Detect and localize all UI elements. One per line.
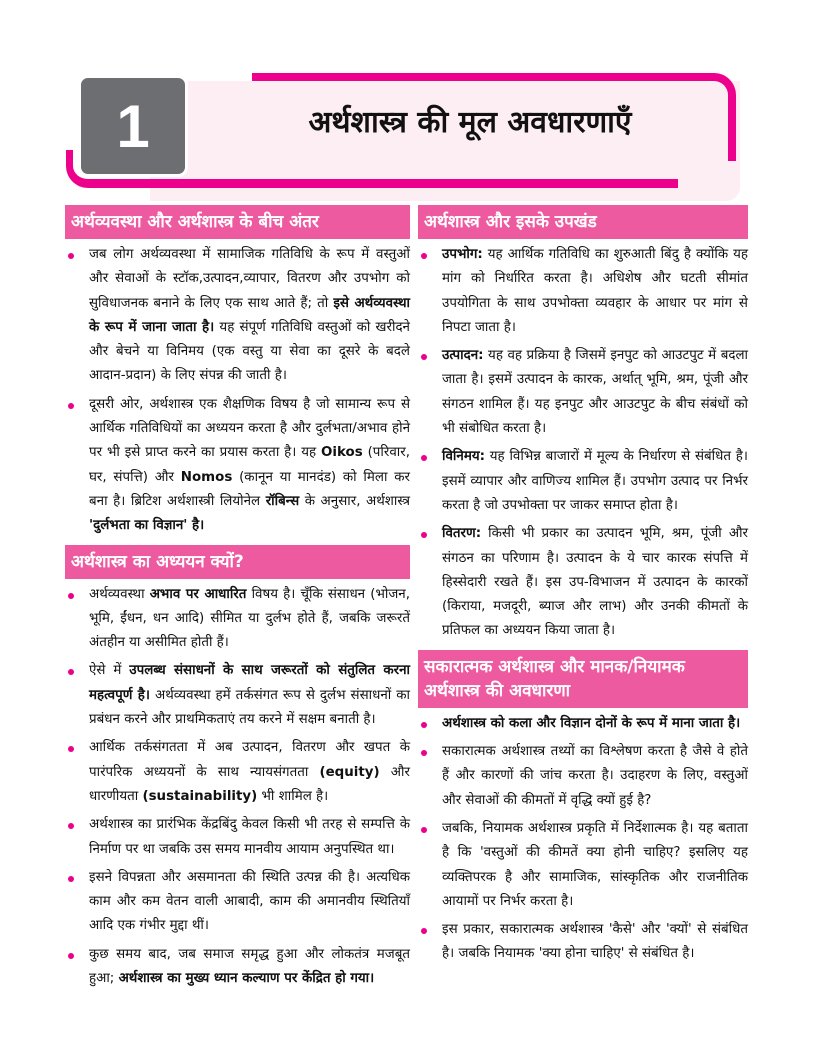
list-item [418,918,748,967]
body-text: जब लोग अर्थव्यवस्था में सामाजिक गतिविधि के रूप में वस्तुओं और सेवाओं के स्टॉक,उत्पादन,व्यापार, वितरण और उपभोग को सुविधाजनक बनाने के लिए एक साथ आते हैं; तो [89,247,410,311]
body-text: यह आर्थिक गतिविधि का शुरुआती बिंदु है क्योंकि यह मांग को निर्धारित करता है। अधिशेष और घटती सीमांत उपयोगिता के साथ उपभोक्ता व्यवहार के आधार पर मांग से निपटा जाता है। [442,247,748,335]
body-text: किसी भी प्रकार का उत्पादन भूमि, श्रम, पूंजी और संगठन का परिणाम है। उत्पादन के ये चार कारक संपत्ति में हिस्सेदारी रखते हैं। इस उप-विभाजन में उत्पादन के कारकों (किराया, मजदूरी, ब्याज और लाभ) और उनकी कीमतों के प्रतिफल का अध्ययन किया जाता है। [442,526,748,639]
bullet-icon [68,253,74,259]
body-text: इसने विपन्नता और असमानता की स्थिति उत्पन्न की है। अत्यधिक काम और कम वेतन वाली आबादी, काम की अमानवीय स्थितियाँ आदि एक गंभीर मुद्दा थीं। [89,869,410,934]
bold-text: रॉबिन्स [265,493,300,509]
body-text: यह विभिन्न बाजारों में मूल्य के निर्धारण से संबंधित है। इसमें व्यापार और वाणिज्य शामिल हैं। उपभोग उत्पाद पर निर्भर करता है जो उपभोक्ता पर जाकर समाप्त होता है। [442,449,748,513]
bullet-icon [421,532,427,538]
bold-text: वितरण: [442,526,482,542]
bullet-icon [68,953,74,959]
bullet-list [418,712,748,967]
list-item [65,583,410,656]
bullet-icon [421,750,427,756]
section-heading: अर्थव्यवस्था और अर्थशास्त्र के बीच अंतर [65,205,410,239]
list-item [418,740,748,813]
body-text: ऐसे में [89,663,130,679]
list-item [418,712,748,736]
list-item [65,659,410,732]
list-item [418,243,748,340]
body-text: इस प्रकार, सकारात्मक अर्थशास्त्र 'कैसे' और 'क्यों' से संबंधित है। जबकि नियामक 'क्या होना चाहिए' से संबंधित है। [442,922,748,962]
body-text: भी शामिल है। [257,788,329,804]
bold-text: उपभोग: [442,247,483,262]
chapter-title: अर्थशास्त्र की मूल अवधारणाएँ [308,105,632,140]
body-text: (परिवार, घर, संपत्ति) और [89,445,410,485]
list-item [65,243,410,389]
bold-text: उपलब्ध संसाधनों के साथ जरूरतों को संतुलित करना महत्वपूर्ण है। [89,663,411,703]
body-text: यह संपूर्ण गतिविधि वस्तुओं को खरीदने और बेचने या विनिमय (एक वस्तु या सेवा का दूसरे के बदले आदान-प्रदान) के लिए संपन्न की जाती है। [89,319,410,384]
list-item [65,943,410,992]
list-item [65,866,410,939]
bullet-icon [421,354,427,360]
bold-text: इसे अर्थव्यवस्था के रूप में जाना जाता है। [89,295,410,335]
list-item [418,445,748,518]
bullet-icon [421,455,427,461]
bullet-icon [421,928,427,934]
bullet-icon [421,722,427,728]
body-text: विषय है। चूँकि संसाधन (भोजन, भूमि, ईंधन, धन आदि) सीमित या दुर्लभ होते हैं, जबकि जरूरतें अंतहीन या असीमित होती हैं। [89,586,410,651]
bullet-icon [68,823,74,829]
body-text: आर्थिक तर्कसंगतता में अब उत्पादन, वितरण और खपत के पारंपरिक अध्ययनों के साथ न्यायसंगतता [89,740,410,780]
body-text: यह वह प्रक्रिया है जिसमें इनपुट को आउटपुट में बदला जाता है। इसमें उत्पादन के कारक, अर्थात् भूमि, श्रम, पूंजी और संगठन शामिल हैं। यह इनपुट और आउटपुट के बीच संबंधों को भी संबोधित करता है। [442,348,748,437]
bold-text: अभाव पर आधारित [149,586,247,602]
body-text: के अनुसार, अर्थशास्त्र [299,493,410,509]
body-text: (कानून या मानदंड) को मिला कर बना है। ब्रिटिश अर्थशास्त्री लियोनेल [89,469,410,509]
bold-text: उत्पादन: [442,348,484,364]
bullet-icon [68,593,74,599]
body-text: अर्थव्यवस्था हमें तर्कसंगत रूप से दुर्लभ संसाधनों का प्रबंधन करने और प्राथमिकताएं तय करने में सक्षम बनाती है। [89,687,410,728]
bold-text: अर्थशास्त्र को कला और विज्ञान दोनों के रूप में माना जाता है। [442,715,741,731]
body-text: अर्थशास्त्र का प्रारंभिक केंद्रबिंदु केवल किसी भी तरह से सम्पत्ति के निर्माण पर था जबकि उस समय मानवीय आयाम अनुपस्थित था। [89,817,410,857]
body-text: जबकि, नियामक अर्थशास्त्र प्रकृति में निर्देशात्मक है। यह बताता है कि 'वस्तुओं की कीमतें क्या होनी चाहिए? इसलिए यह व्यक्तिपरक है और सामाजिक, सांस्कृतिक और राजनीतिक आयामों पर निर्भर करता है। [442,820,748,909]
bold-text: Nomos [180,469,233,485]
body-text: और धारणीयता [89,764,410,804]
list-item [418,344,748,441]
bold-text: (sustainability) [142,788,258,804]
body-text: अर्थव्यवस्था [89,586,150,602]
bullet-icon [68,403,74,409]
bullet-icon [421,253,427,259]
section-heading: सकारात्मक अर्थशास्त्र और मानक/नियामक अर्थशास्त्र की अवधारणा [418,650,748,708]
chapter-number: 1 [78,75,188,177]
bold-text: विनिमय: [442,449,485,465]
bullet-icon [68,669,74,675]
bullet-icon [68,746,74,752]
bold-text: अर्थशास्त्र का मुख्य ध्यान कल्याण पर केंद्रित हो गया। [118,971,375,987]
bullet-list [65,243,410,539]
body-text: सकारात्मक अर्थशास्त्र तथ्यों का विश्लेषण करता है जैसे वे होते हैं और कारणों की जांच करता है। उदाहरण के लिए, वस्तुओं और सेवाओं की कीमतों में वृद्धि क्यों हुई है? [442,744,748,808]
list-item [65,393,410,539]
list-item [65,813,410,862]
bold-text: Oikos [320,445,363,461]
bullet-list [65,583,410,992]
bullet-icon [68,876,74,882]
section-heading: अर्थशास्त्र और इसके उपखंड [418,205,748,239]
left-column [65,205,410,997]
bullet-list [418,243,748,644]
list-item [418,817,748,914]
list-item [65,736,410,809]
body-text: दूसरी ओर, अर्थशास्त्र एक शैक्षणिक विषय है जो सामान्य रूप से आर्थिक गतिविधियों का अध्ययन करता है और दुर्लभता/अभाव होने पर भी इसे प्राप्त करने का प्रयास करता है। यह [89,396,410,461]
section-heading: अर्थशास्त्र का अध्ययन क्यों? [65,545,410,579]
bullet-icon [421,827,427,833]
body-text: कुछ समय बाद, जब समाज समृद्ध हुआ और लोकतंत्र मजबूत हुआ; [89,946,410,987]
bold-text: (equity) [319,764,380,780]
list-item [418,522,748,643]
right-column [418,205,748,973]
bold-text: 'दुर्लभता का विज्ञान' है। [89,518,205,534]
